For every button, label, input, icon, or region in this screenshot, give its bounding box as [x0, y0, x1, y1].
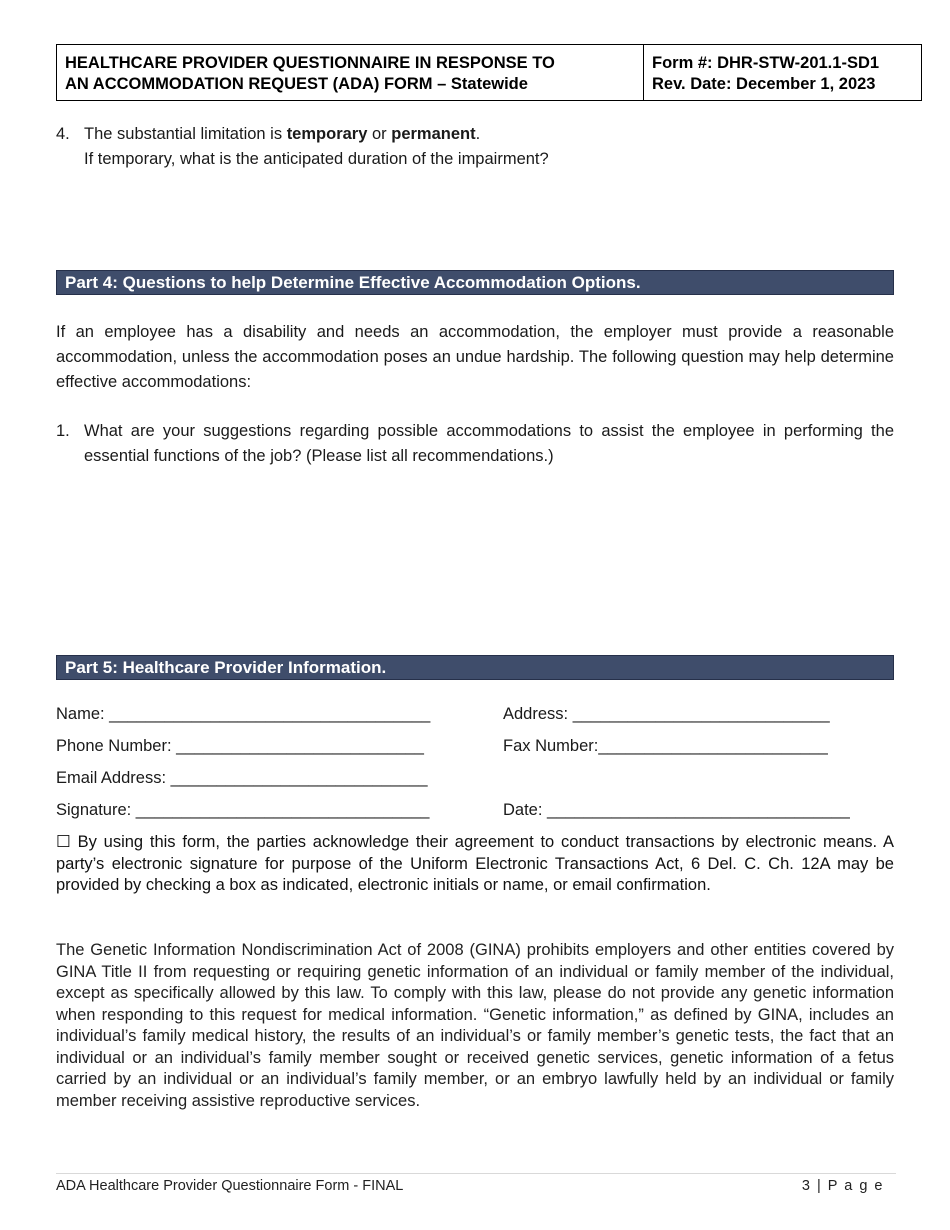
- question-4-line-1: [84, 122, 896, 147]
- form-meta: [644, 45, 921, 100]
- question-4-line-2: If temporary, what is the anticipated duration of the impairment?: [84, 150, 549, 168]
- fax-field[interactable]: Fax Number:_________________________: [503, 737, 828, 755]
- form-title-line-1: HEALTHCARE PROVIDER QUESTIONNAIRE IN RESPONSE TO: [65, 54, 555, 72]
- form-title: [57, 45, 644, 100]
- date-field[interactable]: Date: _________________________________: [503, 801, 850, 819]
- part-4-intro: If an employee has a disability and needs an accommodation, the employer must provide a reasonable accommodation, unless the accommodation poses an undue hardship. The following question may help determine effective accommodations:: [56, 323, 894, 391]
- consent-text: By using this form, the parties acknowledge their agreement to conduct transactions by electronic means. A party’s electronic signature for purpose of the Uniform Electronic Transactions Act, 6 Del. C. Ch. 12A may be provided by checking a box as indicated, electronic initials or name, or email confirmation.: [56, 833, 894, 894]
- rev-date: Rev. Date: December 1, 2023: [652, 75, 876, 93]
- footer-form-name: ADA Healthcare Provider Questionnaire Form - FINAL: [56, 1178, 404, 1194]
- question-4-number: 4.: [56, 125, 70, 143]
- email-field[interactable]: Email Address: ____________________________: [56, 769, 428, 787]
- name-field[interactable]: Name: ___________________________________: [56, 705, 431, 723]
- question-4: [56, 122, 896, 172]
- question-1-text: What are your suggestions regarding possible accommodations to assist the employee in performing the essential functions of the job? (Please list all recommendations.): [84, 422, 894, 465]
- gina-notice: The Genetic Information Nondiscrimination Act of 2008 (GINA) prohibits employers and other entities covered by GINA Title II from requesting or requiring genetic information of an individual or family member of the individual, except as specifically allowed by this law. To comply with this law, please do not provide any genetic information when responding to this request for medical information. “Genetic information,” as defined by GINA, includes an individual’s family medical history, the results of an individual’s or family member’s genetic tests, the fact that an individual or an individual’s family member sought or received genetic services, genetic information of a fetus carried by an individual or an individual’s family member, or an embryo lawfully held by an individual or family member receiving assistive reproductive services.: [56, 941, 894, 1110]
- page-number: 3 | P a g e: [801, 1178, 884, 1194]
- address-field[interactable]: Address: ____________________________: [503, 705, 830, 723]
- form-header: [56, 44, 922, 101]
- signature-field[interactable]: Signature: ________________________________: [56, 801, 430, 819]
- temporary-label: temporary: [286, 125, 368, 143]
- question-1: [56, 419, 894, 469]
- question-1-number: 1.: [56, 422, 70, 440]
- question-4-text-mid: or: [367, 125, 392, 143]
- form-number: Form #: DHR-STW-201.1-SD1: [652, 54, 880, 72]
- question-4-text-before: The substantial limitation is: [84, 125, 287, 143]
- part-4-heading: Part 4: Questions to help Determine Effective Accommodation Options.: [56, 270, 894, 295]
- part-5-heading: Part 5: Healthcare Provider Information.: [56, 655, 894, 680]
- phone-field[interactable]: Phone Number: ___________________________: [56, 737, 424, 755]
- footer-divider: [56, 1173, 896, 1174]
- question-4-text-after: .: [475, 125, 481, 143]
- form-title-line-2: AN ACCOMMODATION REQUEST (ADA) FORM – Statewide: [65, 75, 528, 93]
- consent-checkbox[interactable]: ☐: [56, 833, 71, 851]
- permanent-label: permanent: [391, 125, 476, 143]
- electronic-consent: [56, 832, 894, 897]
